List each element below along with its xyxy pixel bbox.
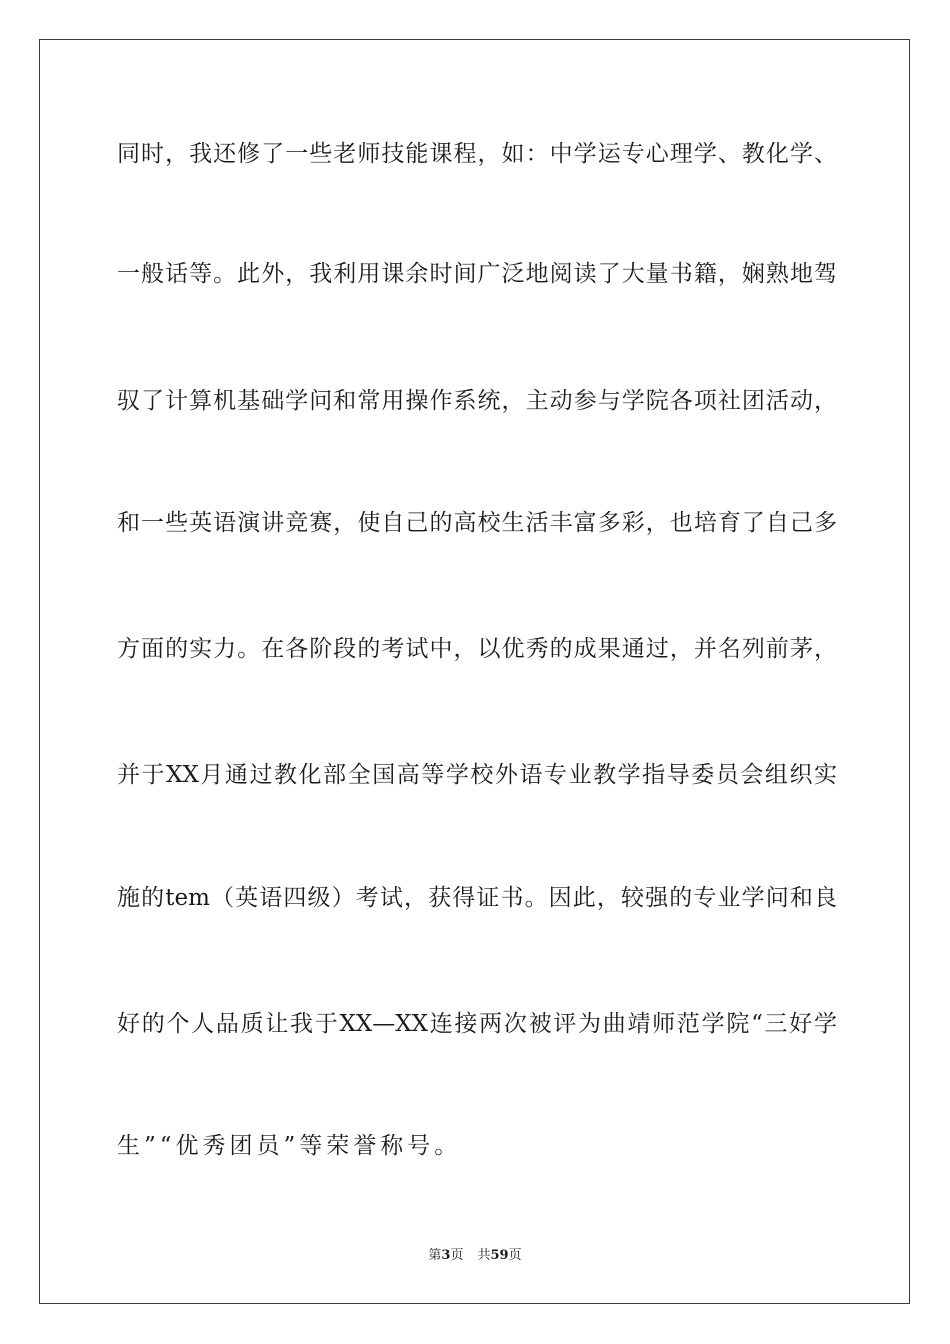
paragraph-line: 好的个人品质让我于XX—XX连接两次被评为曲靖师范学院“三好学 xyxy=(117,1011,837,1037)
page-prefix: 第 xyxy=(428,1248,442,1263)
total-prefix: 共 xyxy=(477,1248,491,1263)
paragraph-line: 同时，我还修了一些老师技能课程，如：中学运专心理学、教化学、 xyxy=(117,141,837,167)
paragraph-line: 驭了计算机基础学问和常用操作系统，主动参与学院各项社团活动， xyxy=(117,388,837,414)
paragraph-line: 和一些英语演讲竞赛，使自己的高校生活丰富多彩，也培育了自己多 xyxy=(117,510,837,536)
paragraph-line: 生”“优秀团员”等荣誉称号。 xyxy=(117,1133,462,1159)
paragraph-line: 一般话等。此外，我利用课余时间广泛地阅读了大量书籍，娴熟地驾 xyxy=(117,261,837,287)
page-border xyxy=(39,39,910,1304)
page-suffix: 页 xyxy=(450,1248,464,1263)
paragraph-line: 施的tem（英语四级）考试，获得证书。因此，较强的专业学问和良 xyxy=(117,885,837,911)
paragraph-line: 方面的实力。在各阶段的考试中，以优秀的成果通过，并名列前茅， xyxy=(117,636,837,662)
page-number: 3 xyxy=(441,1248,451,1263)
paragraph-line: 并于XX月通过教化部全国高等学校外语专业教学指导委员会组织实 xyxy=(117,762,837,788)
total-suffix: 页 xyxy=(508,1248,522,1263)
total-pages: 59 xyxy=(490,1248,509,1263)
page-footer xyxy=(0,1248,950,1264)
